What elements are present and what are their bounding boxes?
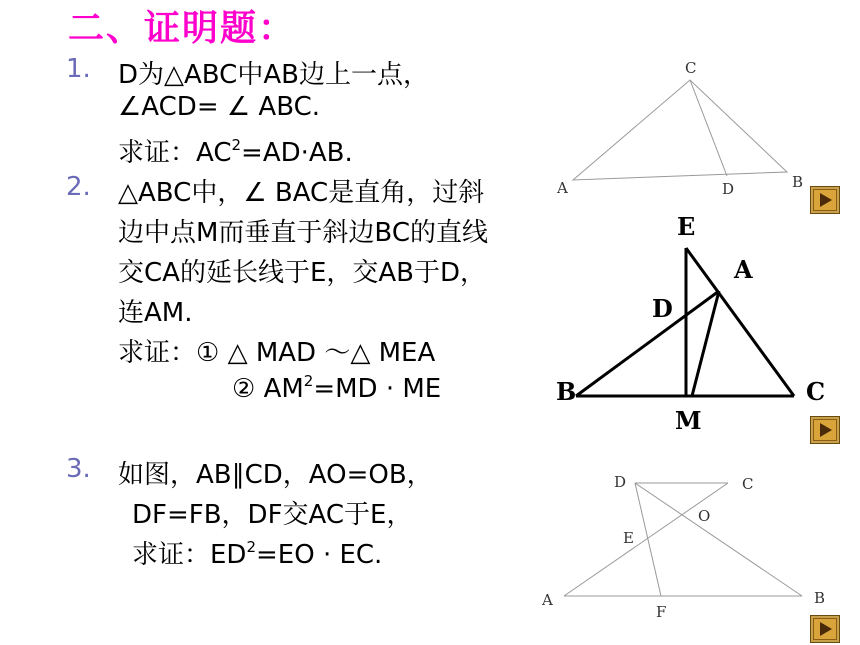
- label-m: M: [675, 406, 702, 435]
- problem-1-proof: 求证：$AC^2=AD\cdot AB$.: [118, 136, 353, 168]
- segment-db: [635, 483, 802, 596]
- problem-1-number: 1.: [66, 54, 91, 84]
- label-c: C: [742, 475, 754, 493]
- label-d: D: [614, 473, 627, 491]
- problem-2-number: 2.: [66, 172, 91, 202]
- segment-df: [635, 483, 661, 596]
- label-e: E: [677, 212, 696, 241]
- label-a: A: [734, 255, 753, 284]
- problem-3-number: 3.: [66, 454, 91, 484]
- label-f: F: [656, 603, 667, 621]
- problem-1-line-1: D为△ABC中AB边上一点，: [118, 60, 429, 90]
- problem-3-line-2: DF=FB，DF交AC于E，: [132, 500, 413, 530]
- problem-3-line-1: 如图，AB∥CD，AO=OB，: [118, 460, 433, 490]
- problem-2-line-3: 交CA的延长线于E，交AB于D，: [118, 258, 487, 288]
- diagram-3-figure: [564, 483, 802, 596]
- problem-1-line-2: ∠ACD= ∠ ABC.: [118, 92, 321, 122]
- problem-2-line-2: 边中点M而垂直于斜边BC的直线: [118, 218, 488, 248]
- problem-2-line-4: 连AM.: [118, 298, 193, 328]
- label-a: A: [542, 591, 553, 609]
- label-b: B: [556, 377, 577, 406]
- segment-cd: [690, 80, 727, 176]
- label-d: D: [722, 180, 735, 198]
- label-a: A: [557, 179, 568, 197]
- problem-2-proof-1: 求证：① △ MAD ～△ MEA: [118, 338, 436, 368]
- diagram-1-triangle: [573, 80, 787, 180]
- label-o: O: [698, 507, 711, 525]
- problem-2-line-1: △ABC中，∠ BAC是直角，过斜: [118, 178, 485, 208]
- label-c: C: [806, 377, 826, 406]
- diagram-2-triangle: [576, 248, 794, 396]
- play-button-1[interactable]: [810, 186, 840, 214]
- triangle-abc: [573, 80, 787, 180]
- play-icon: [820, 423, 832, 437]
- label-d: D: [652, 294, 673, 323]
- page-title: 二、证明题：: [68, 8, 297, 49]
- problem-2-proof-2: ② $AM^2=MD$ · ME: [232, 372, 442, 404]
- play-button-2[interactable]: [810, 416, 840, 444]
- label-e: E: [623, 529, 634, 547]
- play-icon: [820, 622, 832, 636]
- label-c: C: [685, 59, 697, 77]
- label-b: B: [814, 589, 826, 607]
- label-b: B: [792, 173, 804, 191]
- problem-3-proof: 求证：$ED^2=EO$ · EC.: [132, 538, 383, 570]
- play-button-3[interactable]: [810, 615, 840, 643]
- segment-ac: [564, 483, 728, 596]
- play-icon: [820, 193, 832, 207]
